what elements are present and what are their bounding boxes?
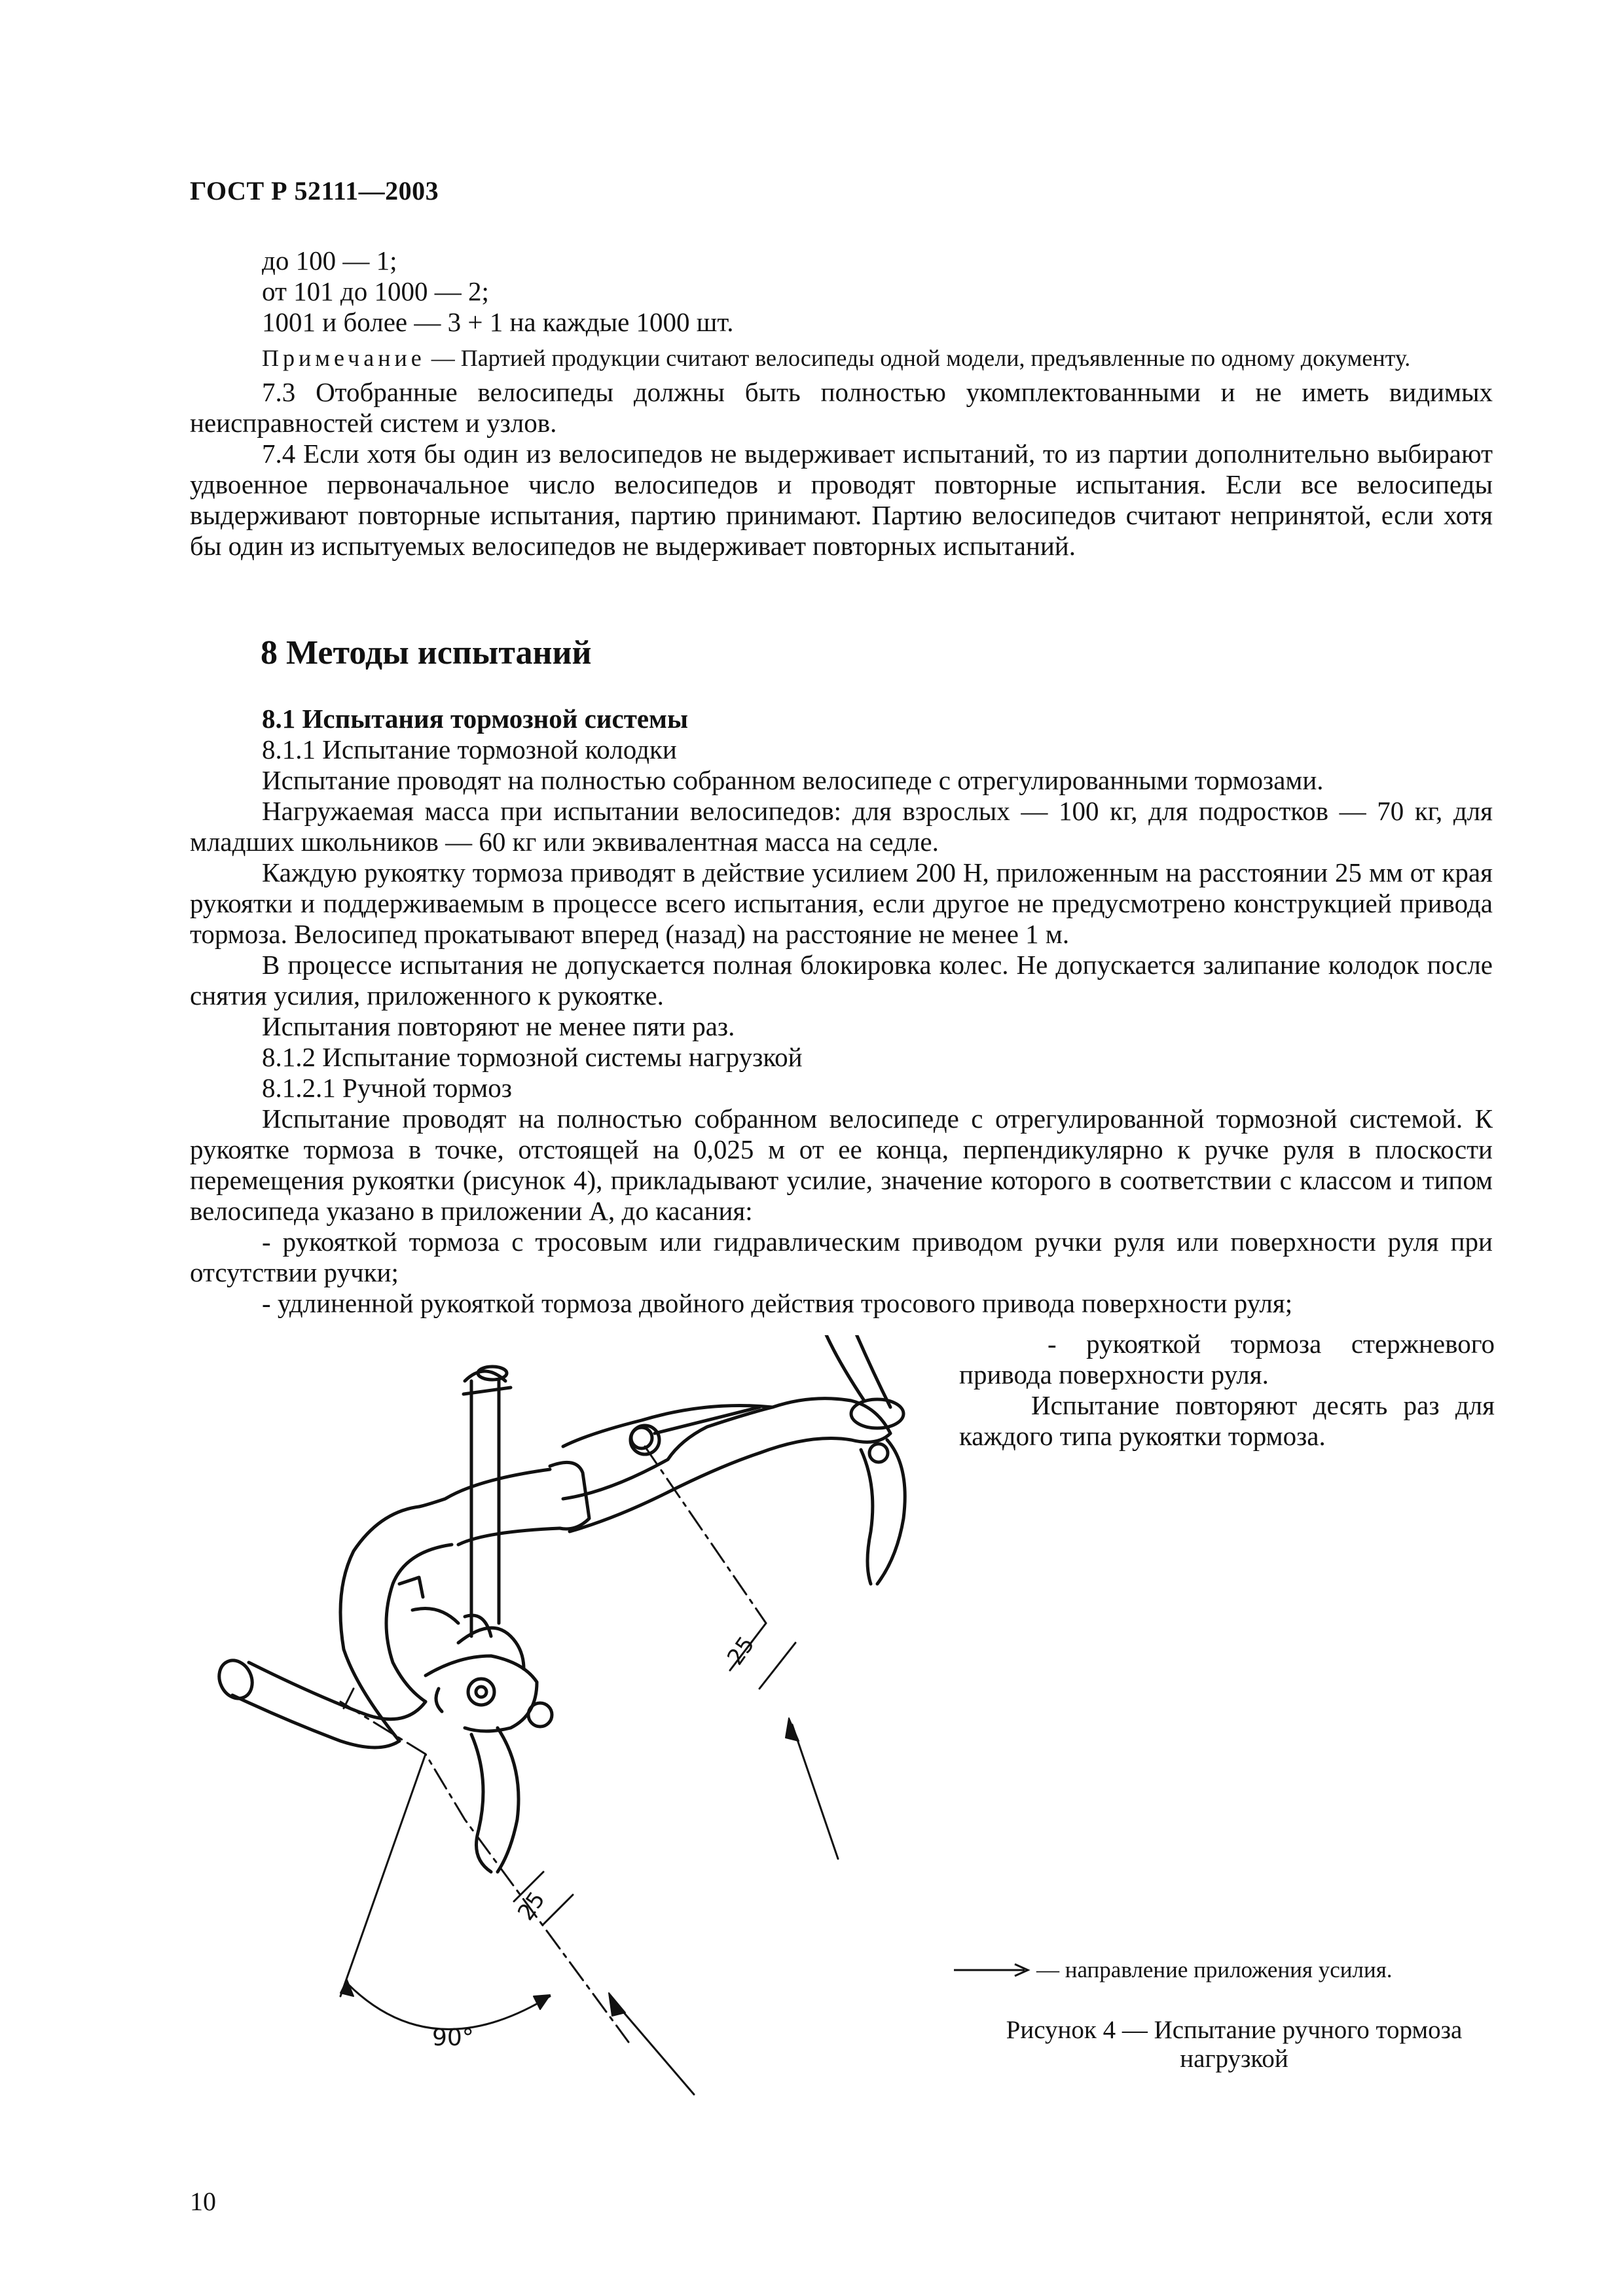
note-text: — Партией продукции считают велосипеды одной модели, предъявленные по одному документу. [425, 345, 1411, 371]
subsection-8-1-2-1: 8.1.2.1 Ручной тормоз [262, 1073, 512, 1103]
para-j: Испытание повторяют десять раз для каждого типа рукоятки тормоза. [959, 1390, 1495, 1451]
note-label: Примечание [262, 345, 426, 371]
arrow-icon [953, 1960, 1031, 1980]
para-h: - удлиненной рукояткой тормоза двойного действия тросового привода поверхности руля; [262, 1288, 1293, 1318]
right-text-block [959, 1329, 1495, 1452]
para-a: Испытание проводят на полностью собранном велосипеде с отрегулированными тормозами. [262, 765, 1324, 795]
figure-legend [953, 1957, 1393, 1983]
dim-label-left: 25 [513, 1887, 551, 1926]
page-number: 10 [190, 2187, 216, 2216]
angle-label: 90° [432, 2024, 474, 2051]
subsection-8-1-2: 8.1.2 Испытание тормозной системы нагрузкой [262, 1042, 803, 1072]
dim-label-right: 25 [722, 1632, 760, 1670]
main-text-section-8 [190, 704, 1493, 1319]
sample-line-1: до 100 — 1; [262, 245, 397, 276]
para-d: В процессе испытания не допускается полная блокировка колес. Не допускается залипание колодок после снятия усилия, приложенного к рукоятке. [190, 950, 1493, 1011]
main-text-top [190, 245, 1493, 562]
para-b: Нагружаемая масса при испытании велосипедов: для взрослых — 100 кг, для подростков — 70 кг, для младших школьников — 60 кг или эквивалентная масса на седле. [190, 796, 1493, 857]
subsection-8-1-1: 8.1.1 Испытание тормозной колодки [262, 734, 677, 764]
figure-caption: Рисунок 4 — Испытание ручного тормоза нагрузкой [1006, 2016, 1463, 2073]
legend-text: — направление приложения усилия. [1036, 1957, 1393, 1982]
subsection-8-1: 8.1 Испытания тормозной системы [262, 704, 688, 734]
para-g: - рукояткой тормоза с тросовым или гидравлическим приводом ручки руля или поверхности руля при отсутствии ручки; [190, 1227, 1493, 1287]
note [190, 344, 1493, 372]
section-title-8: 8 Методы испытаний [261, 634, 592, 672]
para-7-3: 7.3 Отобранные велосипеды должны быть полностью укомплектованными и не иметь видимых неисправностей систем и узлов. [190, 377, 1493, 438]
para-e: Испытания повторяют не менее пяти раз. [262, 1011, 735, 1041]
para-i: - рукояткой тормоза стержневого привода поверхности руля. [959, 1329, 1495, 1390]
doc-header: ГОСТ Р 52111—2003 [190, 176, 439, 206]
sample-line-3: 1001 и более — 3 + 1 на каждые 1000 шт. [262, 307, 734, 337]
para-7-4: 7.4 Если хотя бы один из велосипедов не выдерживает испытаний, то из партии дополнительно выбирают удвоенное первоначальное число велосипедов и проводят повторные испытания. Если все велосипеды выдерживают повторные испытания, партию принимают. Партию велосипедов считают непринятой, если хотя бы один из испытуемых велосипедов не выдерживает повторных испытаний. [190, 439, 1493, 561]
para-c: Каждую рукоятку тормоза приводят в действие усилием 200 Н, приложенным на расстоянии 25 мм от края рукоятки и поддерживаемым в процессе всего испытания, если другое не предусмотрено конструкцией привода тормоза. Велосипед прокатывают вперед (назад) на расстояние не менее 1 м. [190, 857, 1493, 949]
figure-4-handlebar-drawing [183, 1335, 969, 2108]
sample-line-2: от 101 до 1000 — 2; [262, 276, 489, 306]
para-f: Испытание проводят на полностью собранном велосипеде с отрегулированной тормозной системой. К рукоятке тормоза в точке, отстоящей на 0,025 м от ее конца, перпендикулярно к ручке руля в плоскости перемещения рукоятки (рисунок 4), прикладывают усилие, значение которого в соответствии с классом и типом велосипеда указано в приложении А, до касания: [190, 1103, 1493, 1226]
